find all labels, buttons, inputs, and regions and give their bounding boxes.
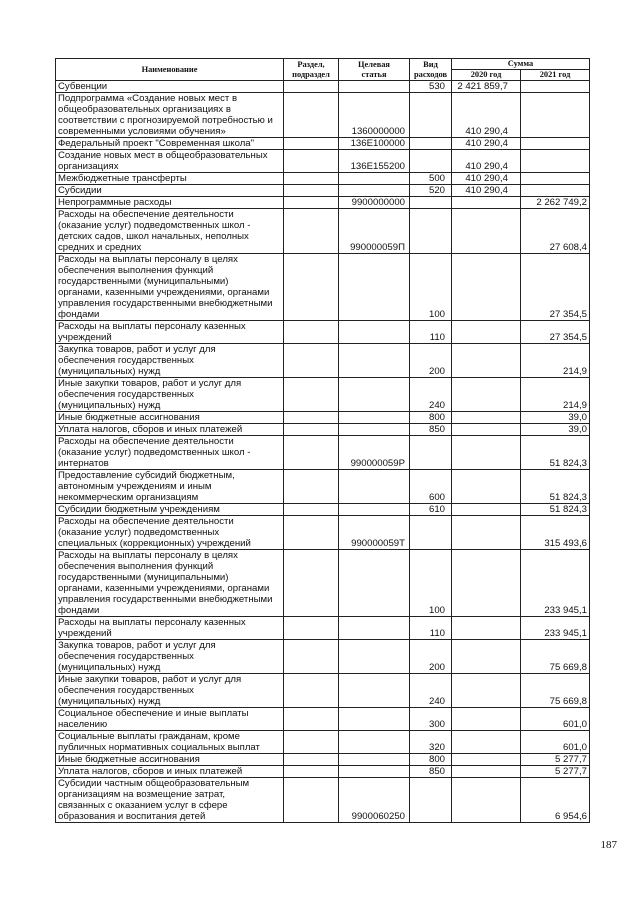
- expense-type-cell: [410, 138, 452, 150]
- section-cell: [284, 197, 339, 209]
- name-cell: Социальное обеспечение и иные выплаты населению: [56, 708, 284, 731]
- table-row: [56, 754, 590, 766]
- sum-2021-cell: [521, 138, 590, 150]
- name-cell: Субсидии частным общеобразовательным организациям на возмещение затрат, связанных с оказанием услуг в сфере образования и воспитания детей: [56, 778, 284, 823]
- expense-type-cell: 100: [410, 550, 452, 617]
- section-cell: [284, 778, 339, 823]
- section-cell: [284, 731, 339, 754]
- table-row: [56, 93, 590, 138]
- sum-2021-cell: 5 277,7: [521, 754, 590, 766]
- table-row: [56, 778, 590, 823]
- expense-type-cell: 200: [410, 344, 452, 378]
- sum-2020-cell: 410 290,4: [452, 138, 521, 150]
- expense-type-cell: 320: [410, 731, 452, 754]
- sum-2021-cell: 51 824,3: [521, 470, 590, 504]
- sum-2020-cell: [452, 378, 521, 412]
- name-cell: Социальные выплаты гражданам, кроме публичных нормативных социальных выплат: [56, 731, 284, 754]
- table-row: [56, 197, 590, 209]
- section-cell: [284, 344, 339, 378]
- sum-2021-cell: 27 608,4: [521, 209, 590, 254]
- table-row: [56, 516, 590, 550]
- expense-type-cell: 600: [410, 470, 452, 504]
- sum-2021-cell: [521, 150, 590, 173]
- sum-2020-cell: 410 290,4: [452, 173, 521, 185]
- sum-2020-cell: [452, 754, 521, 766]
- target-code-cell: [339, 754, 410, 766]
- table-row: [56, 731, 590, 754]
- target-code-cell: 1360000000: [339, 93, 410, 138]
- expense-type-cell: [410, 93, 452, 138]
- sum-2021-cell: 39,0: [521, 412, 590, 424]
- table-row: [56, 321, 590, 344]
- section-cell: [284, 209, 339, 254]
- target-code-cell: 9900060250: [339, 778, 410, 823]
- target-code-cell: [339, 708, 410, 731]
- sum-2020-cell: [452, 321, 521, 344]
- target-code-cell: [339, 173, 410, 185]
- table-row: [56, 81, 590, 93]
- section-cell: [284, 436, 339, 470]
- target-code-cell: [339, 674, 410, 708]
- section-cell: [284, 138, 339, 150]
- sum-2020-cell: [452, 766, 521, 778]
- sum-2021-cell: [521, 81, 590, 93]
- expense-type-cell: 100: [410, 254, 452, 321]
- name-cell: Расходы на выплаты персоналу в целях обеспечения выполнения функций государственными (муниципальными) органами, казенными учреждениями, органами управления государственными внебюджетными фондами: [56, 550, 284, 617]
- sum-2020-cell: [452, 209, 521, 254]
- target-code-cell: [339, 424, 410, 436]
- sum-2021-cell: 214,9: [521, 344, 590, 378]
- name-cell: Расходы на выплаты персоналу казенных учреждений: [56, 617, 284, 640]
- expense-type-cell: [410, 516, 452, 550]
- table-row: [56, 504, 590, 516]
- target-code-cell: [339, 378, 410, 412]
- target-code-cell: [339, 470, 410, 504]
- sum-2020-cell: [452, 731, 521, 754]
- table-row: [56, 470, 590, 504]
- target-code-cell: 136E100000: [339, 138, 410, 150]
- expense-type-cell: 520: [410, 185, 452, 197]
- target-code-cell: [339, 81, 410, 93]
- sum-2021-cell: 315 493,6: [521, 516, 590, 550]
- name-cell: Расходы на обеспечение деятельности (оказание услуг) подведомственных специальных (коррекционных) учреждений: [56, 516, 284, 550]
- expense-type-cell: [410, 436, 452, 470]
- section-cell: [284, 504, 339, 516]
- table-row: [56, 173, 590, 185]
- expense-type-cell: 850: [410, 424, 452, 436]
- name-cell: Закупка товаров, работ и услуг для обеспечения государственных (муниципальных) нужд: [56, 344, 284, 378]
- expense-type-cell: 530: [410, 81, 452, 93]
- sum-2020-cell: [452, 708, 521, 731]
- name-cell: Непрограммные расходы: [56, 197, 284, 209]
- target-code-cell: 990000059Р: [339, 436, 410, 470]
- sum-2020-cell: 410 290,4: [452, 93, 521, 138]
- table-row: [56, 550, 590, 617]
- section-cell: [284, 173, 339, 185]
- sum-2021-cell: 233 945,1: [521, 550, 590, 617]
- section-cell: [284, 640, 339, 674]
- section-cell: [284, 754, 339, 766]
- header-year-2020: 2020 год: [452, 70, 521, 81]
- table-row: [56, 378, 590, 412]
- table-row: [56, 209, 590, 254]
- section-cell: [284, 617, 339, 640]
- table-row: [56, 424, 590, 436]
- table-row: [56, 708, 590, 731]
- sum-2020-cell: [452, 412, 521, 424]
- table-row: [56, 766, 590, 778]
- sum-2020-cell: [452, 344, 521, 378]
- section-cell: [284, 674, 339, 708]
- name-cell: Уплата налогов, сборов и иных платежей: [56, 424, 284, 436]
- sum-2020-cell: 2 421 859,7: [452, 81, 521, 93]
- sum-2020-cell: [452, 470, 521, 504]
- name-cell: Иные бюджетные ассигнования: [56, 412, 284, 424]
- section-cell: [284, 81, 339, 93]
- sum-2021-cell: 75 669,8: [521, 640, 590, 674]
- sum-2020-cell: 410 290,4: [452, 150, 521, 173]
- sum-2021-cell: 601,0: [521, 731, 590, 754]
- table-row: [56, 344, 590, 378]
- header-sum: Сумма: [452, 59, 590, 70]
- page-number: 187: [600, 839, 617, 851]
- section-cell: [284, 470, 339, 504]
- target-code-cell: [339, 344, 410, 378]
- table-row: [56, 254, 590, 321]
- name-cell: Иные закупки товаров, работ и услуг для обеспечения государственных (муниципальных) нужд: [56, 378, 284, 412]
- sum-2021-cell: 5 277,7: [521, 766, 590, 778]
- name-cell: Расходы на обеспечение деятельности (оказание услуг) подведомственных школ - детских садов, школ начальных, неполных средних и средних: [56, 209, 284, 254]
- section-cell: [284, 424, 339, 436]
- name-cell: Субсидии: [56, 185, 284, 197]
- table-row: [56, 436, 590, 470]
- sum-2021-cell: 2 262 749,2: [521, 197, 590, 209]
- target-code-cell: [339, 550, 410, 617]
- section-cell: [284, 550, 339, 617]
- sum-2020-cell: [452, 674, 521, 708]
- header-name: Наименование: [56, 59, 284, 81]
- target-code-cell: [339, 766, 410, 778]
- table-row: [56, 640, 590, 674]
- expense-type-cell: [410, 197, 452, 209]
- section-cell: [284, 254, 339, 321]
- sum-2021-cell: 601,0: [521, 708, 590, 731]
- name-cell: Федеральный проект "Современная школа": [56, 138, 284, 150]
- sum-2021-cell: 39,0: [521, 424, 590, 436]
- target-code-cell: [339, 640, 410, 674]
- name-cell: Уплата налогов, сборов и иных платежей: [56, 766, 284, 778]
- section-cell: [284, 412, 339, 424]
- name-cell: Расходы на обеспечение деятельности (оказание услуг) подведомственных школ - интернатов: [56, 436, 284, 470]
- section-cell: [284, 321, 339, 344]
- target-code-cell: [339, 412, 410, 424]
- budget-table: [55, 58, 590, 823]
- section-cell: [284, 378, 339, 412]
- sum-2020-cell: [452, 254, 521, 321]
- sum-2021-cell: 233 945,1: [521, 617, 590, 640]
- sum-2020-cell: [452, 640, 521, 674]
- name-cell: Расходы на выплаты персоналу в целях обеспечения выполнения функций государственными (муниципальными) органами, казенными учреждениями, органами управления государственными внебюджетными фондами: [56, 254, 284, 321]
- table-row: [56, 150, 590, 173]
- table-body: [56, 81, 590, 823]
- section-cell: [284, 516, 339, 550]
- name-cell: Создание новых мест в общеобразовательных организациях: [56, 150, 284, 173]
- target-code-cell: [339, 504, 410, 516]
- expense-type-cell: 110: [410, 617, 452, 640]
- sum-2021-cell: [521, 93, 590, 138]
- target-code-cell: [339, 617, 410, 640]
- expense-type-cell: 300: [410, 708, 452, 731]
- sum-2021-cell: 214,9: [521, 378, 590, 412]
- expense-type-cell: 610: [410, 504, 452, 516]
- target-code-cell: [339, 254, 410, 321]
- section-cell: [284, 150, 339, 173]
- name-cell: Межбюджетные трансферты: [56, 173, 284, 185]
- expense-type-cell: 800: [410, 412, 452, 424]
- expense-type-cell: 800: [410, 754, 452, 766]
- sum-2021-cell: 51 824,3: [521, 436, 590, 470]
- sum-2020-cell: [452, 550, 521, 617]
- header-type: Вид расходов: [410, 59, 452, 81]
- sum-2020-cell: [452, 504, 521, 516]
- sum-2021-cell: 75 669,8: [521, 674, 590, 708]
- target-code-cell: 136E155200: [339, 150, 410, 173]
- sum-2020-cell: [452, 516, 521, 550]
- expense-type-cell: 240: [410, 674, 452, 708]
- section-cell: [284, 766, 339, 778]
- name-cell: Закупка товаров, работ и услуг для обеспечения государственных (муниципальных) нужд: [56, 640, 284, 674]
- sum-2020-cell: [452, 424, 521, 436]
- expense-type-cell: 500: [410, 173, 452, 185]
- target-code-cell: [339, 321, 410, 344]
- sum-2021-cell: 51 824,3: [521, 504, 590, 516]
- expense-type-cell: 850: [410, 766, 452, 778]
- sum-2020-cell: [452, 617, 521, 640]
- table-row: [56, 138, 590, 150]
- sum-2020-cell: [452, 436, 521, 470]
- section-cell: [284, 93, 339, 138]
- sum-2020-cell: [452, 778, 521, 823]
- section-cell: [284, 185, 339, 197]
- header-year-2021: 2021 год: [521, 70, 590, 81]
- name-cell: Иные бюджетные ассигнования: [56, 754, 284, 766]
- sum-2021-cell: 27 354,5: [521, 254, 590, 321]
- name-cell: Подпрограмма «Создание новых мест в общеобразовательных организациях в соответствии с прогнозируемой потребностью и современными условиями обучения»: [56, 93, 284, 138]
- table-row: [56, 674, 590, 708]
- sum-2021-cell: [521, 173, 590, 185]
- sum-2021-cell: 27 354,5: [521, 321, 590, 344]
- header-target: Целевая статья: [339, 59, 410, 81]
- section-cell: [284, 708, 339, 731]
- sum-2021-cell: [521, 185, 590, 197]
- sum-2021-cell: 6 954,6: [521, 778, 590, 823]
- sum-2020-cell: 410 290,4: [452, 185, 521, 197]
- table-row: [56, 617, 590, 640]
- expense-type-cell: [410, 778, 452, 823]
- target-code-cell: 990000059П: [339, 209, 410, 254]
- expense-type-cell: 240: [410, 378, 452, 412]
- expense-type-cell: 110: [410, 321, 452, 344]
- target-code-cell: [339, 185, 410, 197]
- table-row: [56, 412, 590, 424]
- expense-type-cell: 200: [410, 640, 452, 674]
- name-cell: Расходы на выплаты персоналу казенных учреждений: [56, 321, 284, 344]
- name-cell: Субсидии бюджетным учреждениям: [56, 504, 284, 516]
- target-code-cell: 990000059Т: [339, 516, 410, 550]
- name-cell: Иные закупки товаров, работ и услуг для обеспечения государственных (муниципальных) нужд: [56, 674, 284, 708]
- expense-type-cell: [410, 209, 452, 254]
- name-cell: Предоставление субсидий бюджетным, автономным учреждениям и иным некоммерческим организациям: [56, 470, 284, 504]
- table-row: [56, 185, 590, 197]
- sum-2020-cell: [452, 197, 521, 209]
- header-section: Раздел, подраздел: [284, 59, 339, 81]
- target-code-cell: [339, 731, 410, 754]
- name-cell: Субвенции: [56, 81, 284, 93]
- expense-type-cell: [410, 150, 452, 173]
- target-code-cell: 9900000000: [339, 197, 410, 209]
